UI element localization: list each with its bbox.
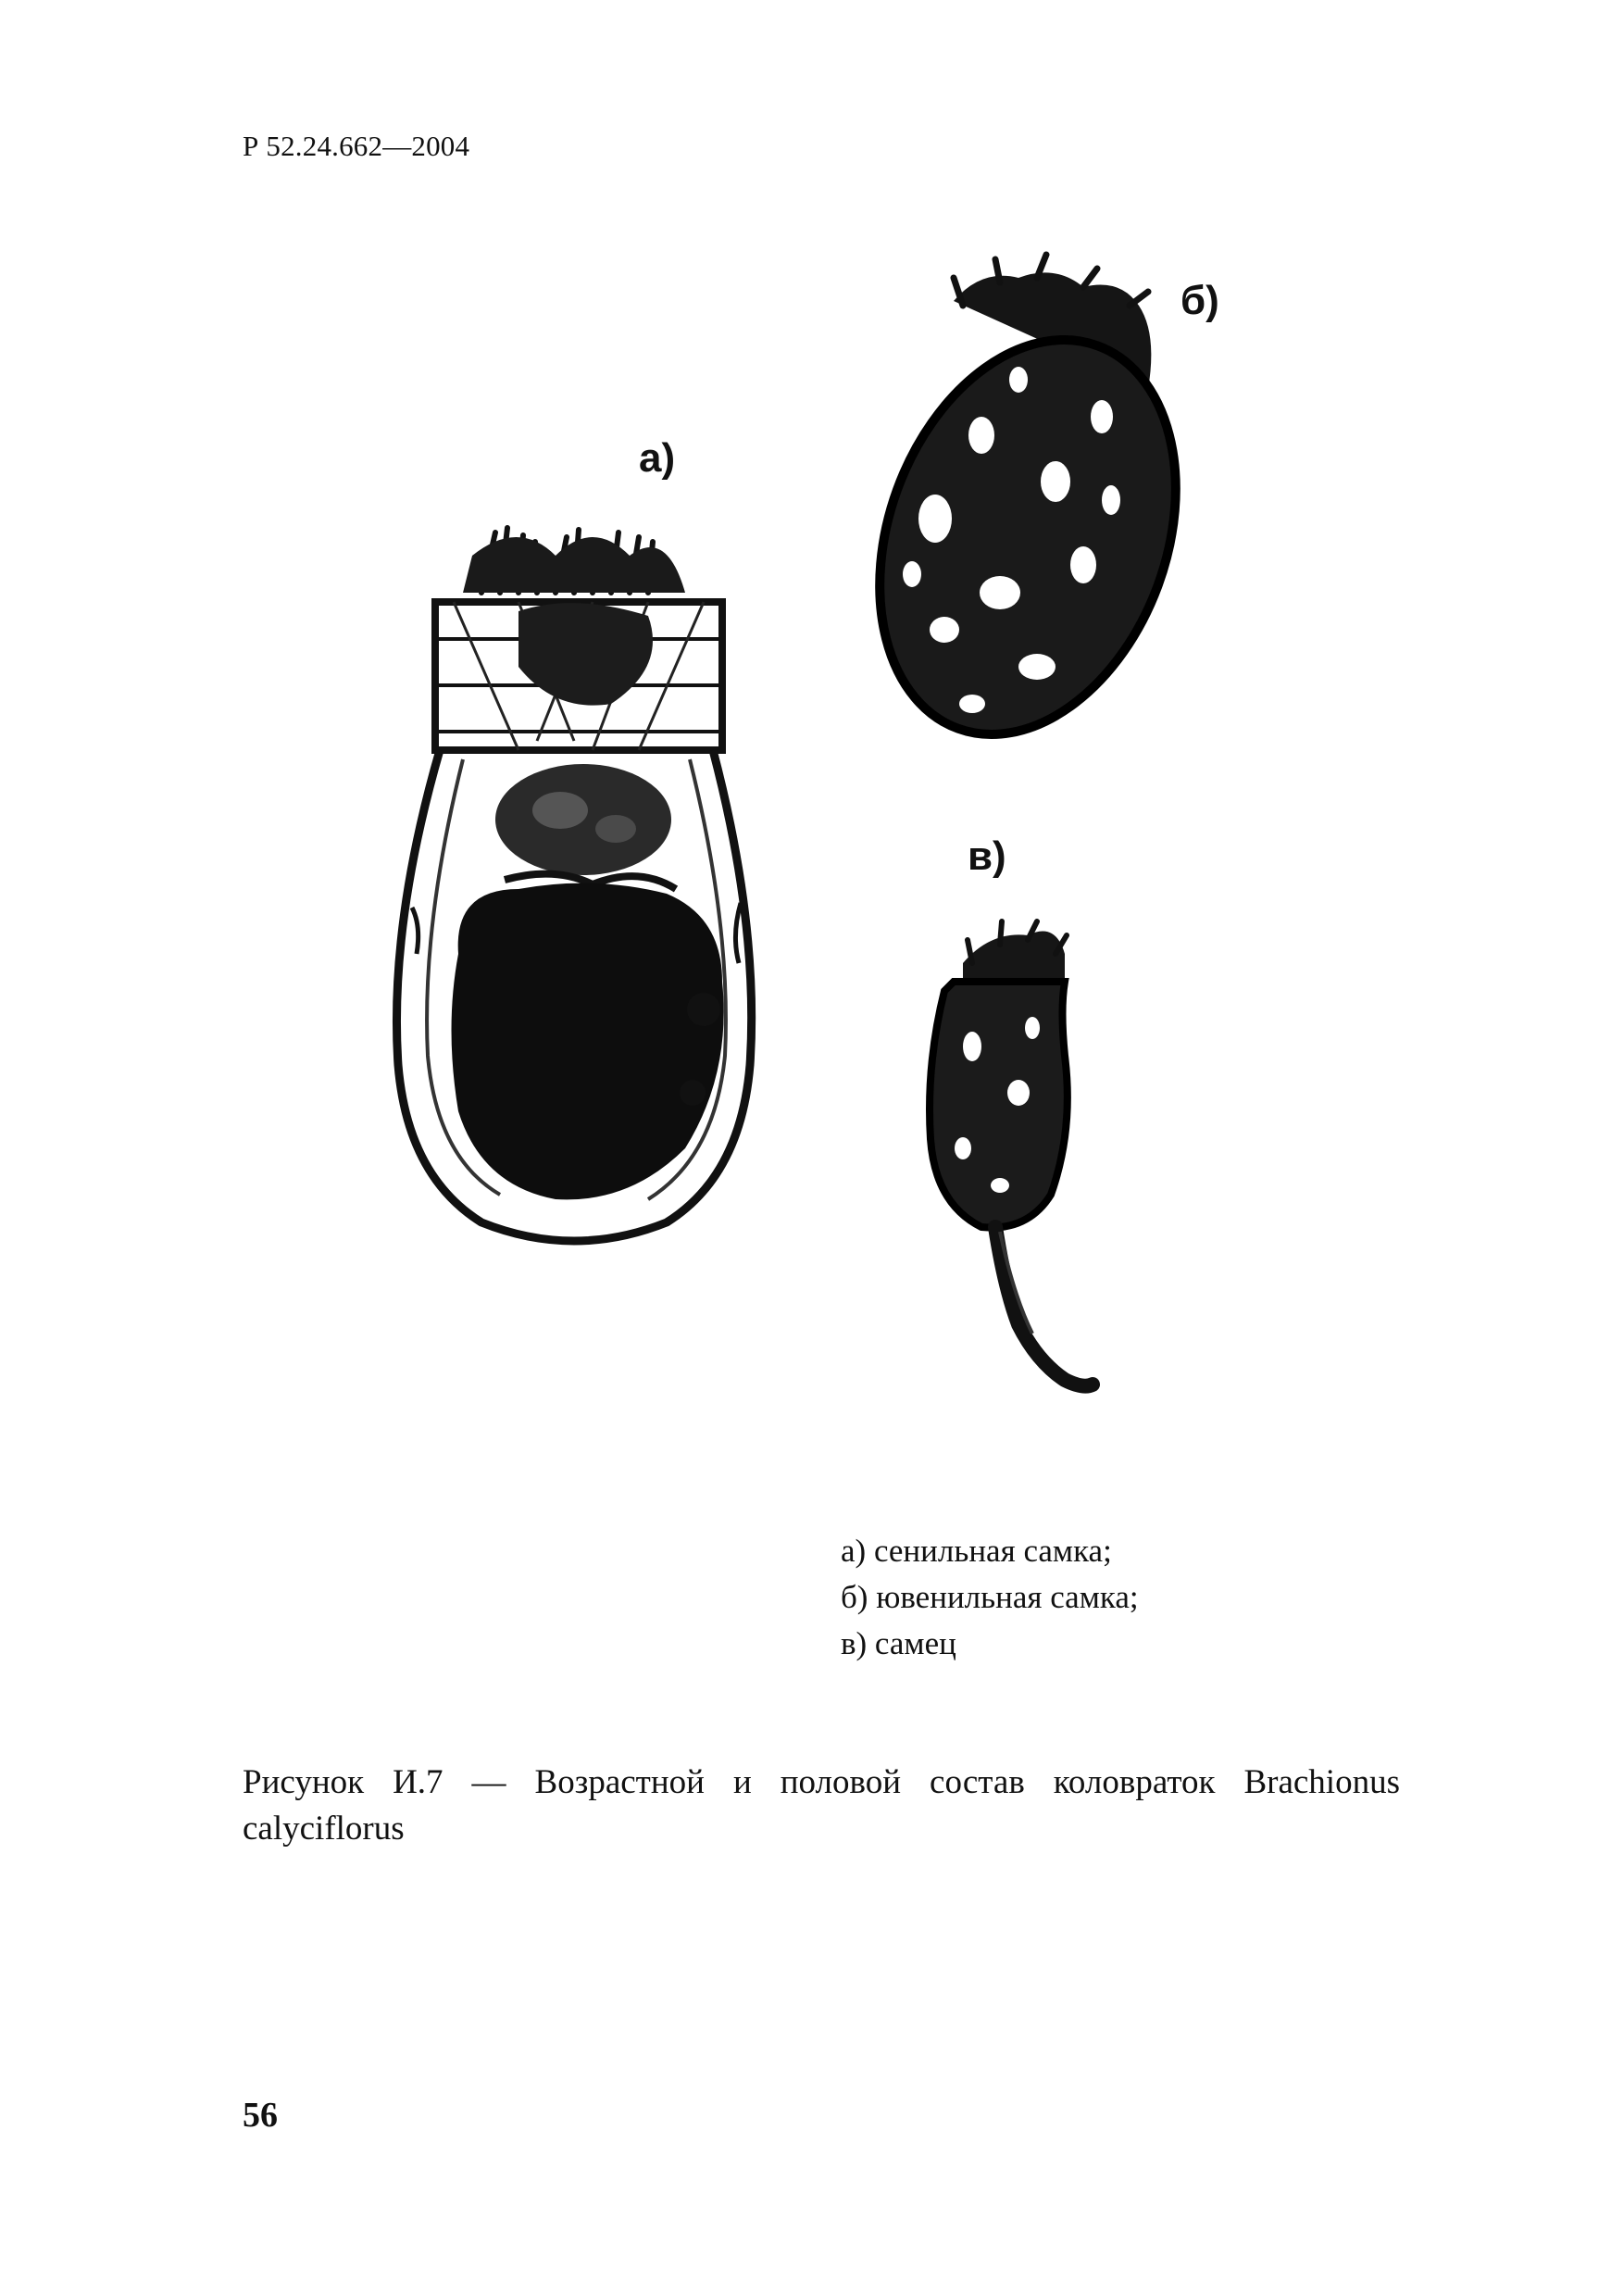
panel-label-a: а): [639, 435, 676, 481]
specimen-v-male: [930, 921, 1093, 1386]
figure-caption: Рисунок И.7 — Возрастной и половой состав коловраток Brachionus calyciflorus: [243, 1763, 1400, 1848]
legend-item-v: в) самец: [841, 1625, 956, 1661]
panel-label-b: б): [1181, 278, 1219, 323]
legend-item-b: б) ювенильная самка;: [841, 1579, 1139, 1615]
specimen-b-juvenile-female: [828, 255, 1228, 776]
panel-label-v: в): [968, 833, 1006, 879]
figure-legend: [841, 1528, 1139, 1667]
specimen-a-senile-female: [396, 528, 751, 1241]
legend-item-a: а) сенильная самка;: [841, 1533, 1112, 1569]
page-number: 56: [243, 2096, 278, 2135]
document-code: Р 52.24.662—2004: [243, 130, 470, 162]
